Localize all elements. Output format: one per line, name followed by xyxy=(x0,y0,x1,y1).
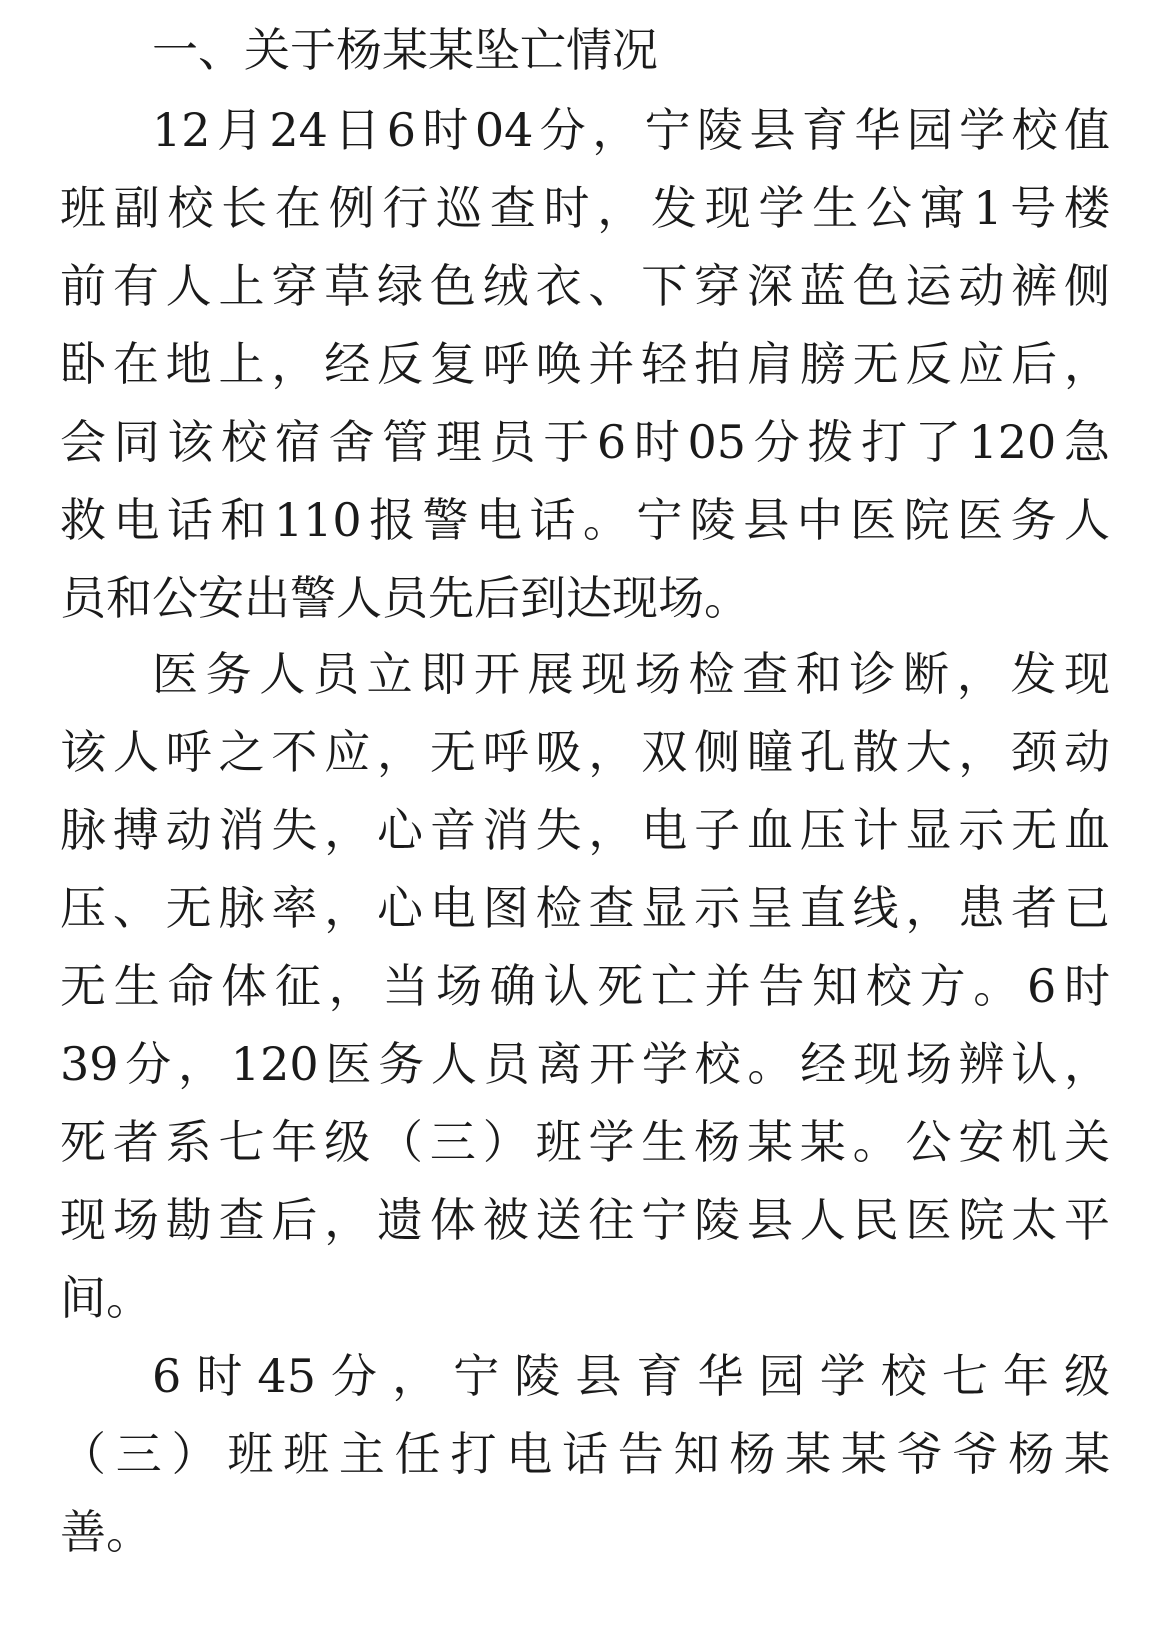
paragraph-line: 该人呼之不应，无呼吸，双侧瞳孔散大，颈动 xyxy=(60,725,1110,779)
paragraph-line: 39分，120医务人员离开学校。经现场辨认， xyxy=(60,1037,1110,1091)
paragraph-line: 前有人上穿草绿色绒衣、下穿深蓝色运动裤侧 xyxy=(60,259,1110,313)
paragraph-line: 压、无脉率，心电图检查显示呈直线，患者已 xyxy=(60,881,1110,935)
paragraph-line: 救电话和110报警电话。宁陵县中医院医务人 xyxy=(60,493,1110,547)
paragraph-line: 会同该校宿舍管理员于6时05分拨打了120急 xyxy=(60,415,1110,469)
paragraph-line: 6时45分，宁陵县育华园学校七年级 xyxy=(152,1349,1110,1403)
paragraph-line: （三）班班主任打电话告知杨某某爷爷杨某 xyxy=(60,1427,1110,1481)
paragraph-line: 卧在地上，经反复呼唤并轻拍肩膀无反应后， xyxy=(60,337,1110,391)
paragraph-line: 现场勘查后，遗体被送往宁陵县人民医院太平 xyxy=(60,1193,1110,1247)
paragraph-line: 无生命体征，当场确认死亡并告知校方。6时 xyxy=(60,959,1110,1013)
paragraph-line: 员和公安出警人员先后到达现场。 xyxy=(60,571,750,625)
paragraph-line: 间。 xyxy=(60,1271,152,1325)
paragraph-line: 班副校长在例行巡查时，发现学生公寓1号楼 xyxy=(60,181,1110,235)
paragraph-line: 善。 xyxy=(60,1505,152,1559)
paragraph-line: 脉搏动消失，心音消失，电子血压计显示无血 xyxy=(60,803,1110,857)
paragraph-line: 医务人员立即开展现场检查和诊断，发现 xyxy=(152,647,1110,701)
section-heading: 一、关于杨某某坠亡情况 xyxy=(152,23,658,77)
paragraph-line: 12月24日6时04分，宁陵县育华园学校值 xyxy=(152,103,1110,157)
paragraph-line: 死者系七年级（三）班学生杨某某。公安机关 xyxy=(60,1115,1110,1169)
